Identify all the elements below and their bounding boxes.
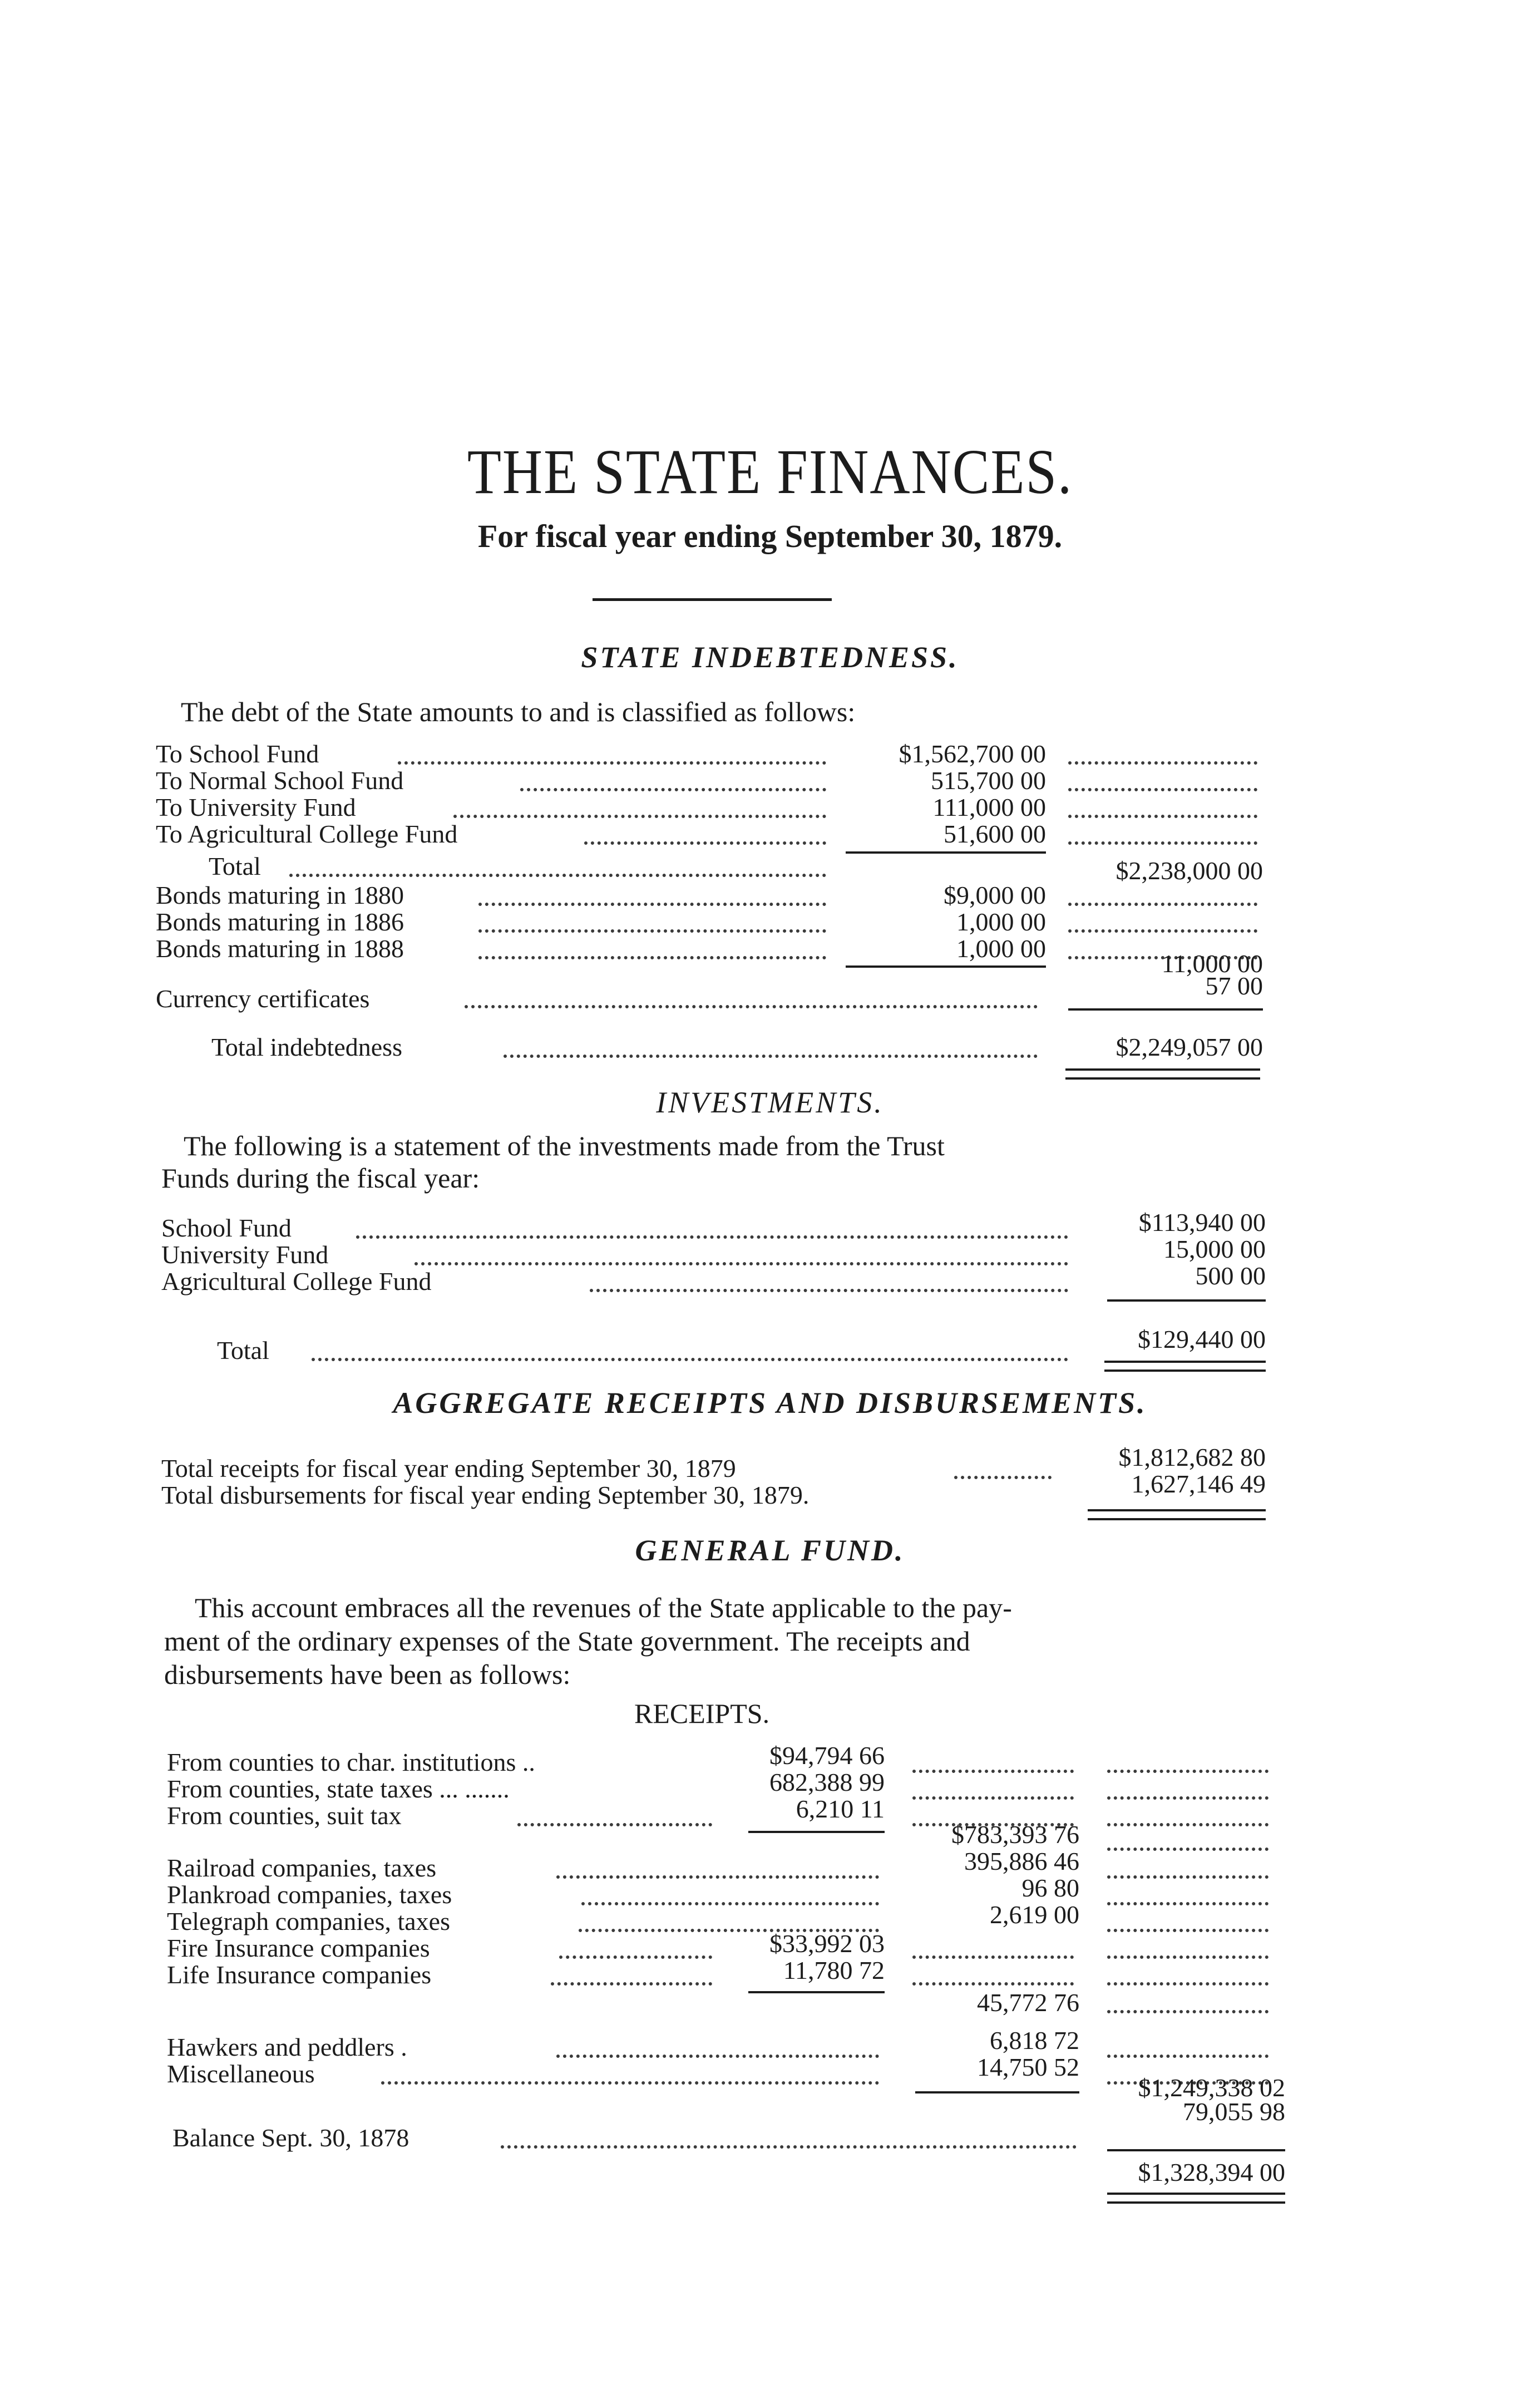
receipt-row (0, 1956, 1540, 1993)
aggregate-heading: AGGREGATE RECEIPTS AND DISBURSEMENTS. (393, 1386, 1147, 1420)
bond-row (0, 934, 1540, 967)
receipt-label: Life Insurance companies (167, 1960, 432, 1989)
debt-amount: 51,600 00 (944, 820, 1046, 848)
receipt-amount: $94,794 66 (769, 1741, 885, 1770)
leader-dots (289, 874, 826, 877)
disbursements-label: Total disbursements for fiscal year ending September 30, 1879. (161, 1481, 810, 1509)
column-dots (1068, 815, 1257, 818)
double-rule (1088, 1509, 1266, 1520)
column-dots (1068, 903, 1257, 906)
column-dots (1107, 2010, 1268, 2013)
total-rule (1107, 2149, 1285, 2151)
column-dots (1107, 2055, 1268, 2058)
receipt-amount: 682,388 99 (769, 1768, 885, 1796)
investment-total-row (0, 1325, 1540, 1369)
column-dots (1068, 841, 1257, 845)
receipt-label: From counties to char. institutions .. (167, 1748, 535, 1776)
double-rule (1107, 2193, 1285, 2204)
receipt-label: Railroad companies, taxes (167, 1854, 437, 1882)
investments-heading: INVESTMENTS. (656, 1086, 884, 1119)
receipt-label: From counties, suit tax (167, 1801, 402, 1830)
receipt-label: From counties, state taxes ... ....... (167, 1775, 510, 1803)
balance-label: Balance Sept. 30, 1878 (172, 2124, 409, 2152)
leader-dots (559, 1955, 712, 1959)
leader-dots (381, 2081, 879, 2085)
investments-intro-line1: The following is a statement of the investments made from the Trust (184, 1130, 945, 1161)
leader-dots (501, 2145, 1077, 2149)
receipt-amount: 6,210 11 (796, 1795, 885, 1823)
receipt-label: Telegraph companies, taxes (167, 1907, 450, 1935)
balance-row (0, 2123, 1540, 2156)
investment-row (0, 1262, 1540, 1300)
leader-dots (517, 1823, 712, 1826)
currency-label: Currency certificates (156, 984, 370, 1013)
column-dots (912, 1982, 1074, 1986)
total-indebtedness-value: $2,249,057 00 (1115, 1033, 1263, 1061)
subtotal-rule (915, 2091, 1079, 2093)
receipt-label: Miscellaneous (167, 2060, 315, 2088)
receipts-value: $1,812,682 80 (1118, 1443, 1266, 1471)
total-rule (1068, 1008, 1263, 1011)
bond-amount: $9,000 00 (944, 881, 1046, 909)
debt-label: To School Fund (156, 740, 319, 768)
column-dots (912, 1796, 1074, 1800)
column-dots (1068, 761, 1257, 765)
indebtedness-intro: The debt of the State amounts to and is classified as follows: (181, 696, 856, 727)
column-dots (912, 1955, 1074, 1959)
double-rule (1104, 1361, 1266, 1372)
column-dots (1107, 1848, 1268, 1851)
leader-dots (520, 788, 826, 791)
subtotal-rule (748, 1831, 885, 1833)
investment-label: University Fund (161, 1240, 329, 1269)
investments-intro-line2: Funds during the fiscal year: (161, 1162, 480, 1194)
page-subtitle: For fiscal year ending September 30, 1879. (477, 518, 1063, 554)
double-rule (1065, 1068, 1260, 1080)
leader-dots (312, 1358, 1068, 1361)
leader-dots (551, 1982, 712, 1986)
leader-dots (398, 761, 826, 765)
bonds-total: 11,000 00 (1161, 949, 1263, 978)
column-dots (1068, 788, 1257, 791)
leader-dots (478, 903, 826, 906)
debt-total-row (0, 851, 1540, 885)
total-indebtedness-row (0, 1032, 1540, 1066)
leader-dots (465, 1005, 1038, 1008)
general-fund-grand-total: $1,328,394 00 (1138, 2158, 1285, 2186)
leader-dots (954, 1476, 1052, 1479)
column-dots (912, 1770, 1074, 1773)
general-fund-intro-line2: ment of the ordinary expenses of the State government. The receipts and (164, 1625, 970, 1657)
general-fund-intro-line1: This account embraces all the revenues of the State applicable to the pay- (195, 1592, 1012, 1623)
debt-amount: 111,000 00 (932, 793, 1046, 821)
receipt-label: Plankroad companies, taxes (167, 1880, 452, 1909)
receipts-heading: RECEIPTS. (634, 1698, 770, 1729)
debt-total-value: $2,238,000 00 (1115, 856, 1263, 885)
investment-amount: 15,000 00 (1163, 1235, 1266, 1263)
receipt-amount: 96 80 (1021, 1874, 1079, 1902)
debt-label: To University Fund (156, 793, 356, 821)
debt-label: To Agricultural College Fund (156, 820, 458, 848)
leader-dots (478, 929, 826, 933)
bond-label: Bonds maturing in 1880 (156, 881, 404, 909)
column-dots (1107, 1823, 1268, 1826)
leader-dots (504, 1055, 1038, 1058)
leader-dots (356, 1235, 1068, 1239)
insurance-total: 45,772 76 (977, 1988, 1079, 2017)
column-dots (1068, 929, 1257, 933)
leader-dots (584, 841, 826, 845)
receipt-amount: 14,750 52 (977, 2053, 1079, 2081)
receipt-amount: 6,818 72 (990, 2026, 1079, 2055)
debt-row (0, 819, 1540, 853)
currency-row (0, 972, 1540, 1013)
column-dots (1107, 1955, 1268, 1959)
receipts-total: $1,249,338 02 (1138, 2073, 1285, 2102)
receipt-amount: 395,886 46 (964, 1847, 1079, 1875)
subtotal-rule (748, 1991, 885, 1993)
total-indebtedness-label: Total indebtedness (211, 1033, 402, 1061)
indebtedness-heading: STATE INDEBTEDNESS. (581, 641, 959, 674)
receipt-row (0, 1795, 1540, 1834)
investment-label: School Fund (161, 1214, 292, 1242)
debt-label: To Normal School Fund (156, 766, 404, 795)
investment-label: Agricultural College Fund (161, 1267, 432, 1295)
leader-dots (556, 2055, 879, 2058)
general-fund-intro-line3: disbursements have been as follows: (164, 1659, 571, 1690)
leader-dots (590, 1289, 1068, 1292)
receipt-label: Fire Insurance companies (167, 1934, 430, 1962)
debt-amount: 515,700 00 (931, 766, 1046, 795)
investment-total-value: $129,440 00 (1138, 1325, 1266, 1353)
leader-dots (478, 956, 826, 959)
debt-amount: $1,562,700 00 (899, 740, 1046, 768)
balance-value: 79,055 98 (1183, 2097, 1285, 2126)
leader-dots (556, 1875, 879, 1879)
page-title: THE STATE FINANCES. (467, 436, 1073, 508)
disbursements-value: 1,627,146 49 (1131, 1470, 1266, 1498)
bond-amount: 1,000 00 (956, 934, 1046, 963)
column-dots (1107, 1982, 1268, 1986)
county-total: $783,393 76 (951, 1820, 1079, 1849)
general-fund-heading: GENERAL FUND. (635, 1534, 905, 1567)
subtotal-rule (846, 965, 1046, 968)
currency-value: 57 00 (1205, 972, 1263, 1000)
receipt-row (0, 2053, 1540, 2092)
column-dots (1107, 1770, 1268, 1773)
total-rule (1107, 1299, 1266, 1302)
leader-dots (581, 1902, 879, 1905)
debt-total-label: Total (209, 852, 261, 880)
bond-label: Bonds maturing in 1888 (156, 934, 404, 963)
investment-total-label: Total (217, 1336, 269, 1364)
aggregate-row (0, 1470, 1540, 1514)
column-dots (1107, 1875, 1268, 1879)
leader-dots (453, 815, 826, 818)
leader-dots (414, 1262, 1068, 1265)
bond-label: Bonds maturing in 1886 (156, 908, 404, 936)
bond-amount: 1,000 00 (956, 908, 1046, 936)
receipt-amount: 11,780 72 (783, 1956, 885, 1984)
title-divider (593, 598, 832, 601)
receipt-amount: $33,992 03 (769, 1929, 885, 1958)
investment-amount: $113,940 00 (1138, 1208, 1266, 1237)
column-dots (1107, 1796, 1268, 1800)
receipt-label: Hawkers and peddlers . (167, 2033, 407, 2061)
column-dots (1107, 1902, 1268, 1905)
column-dots (1107, 1929, 1268, 1932)
receipt-amount: 2,619 00 (990, 1900, 1079, 1929)
receipts-label: Total receipts for fiscal year ending September 30, 1879 (161, 1454, 736, 1482)
investment-amount: 500 00 (1195, 1262, 1266, 1290)
